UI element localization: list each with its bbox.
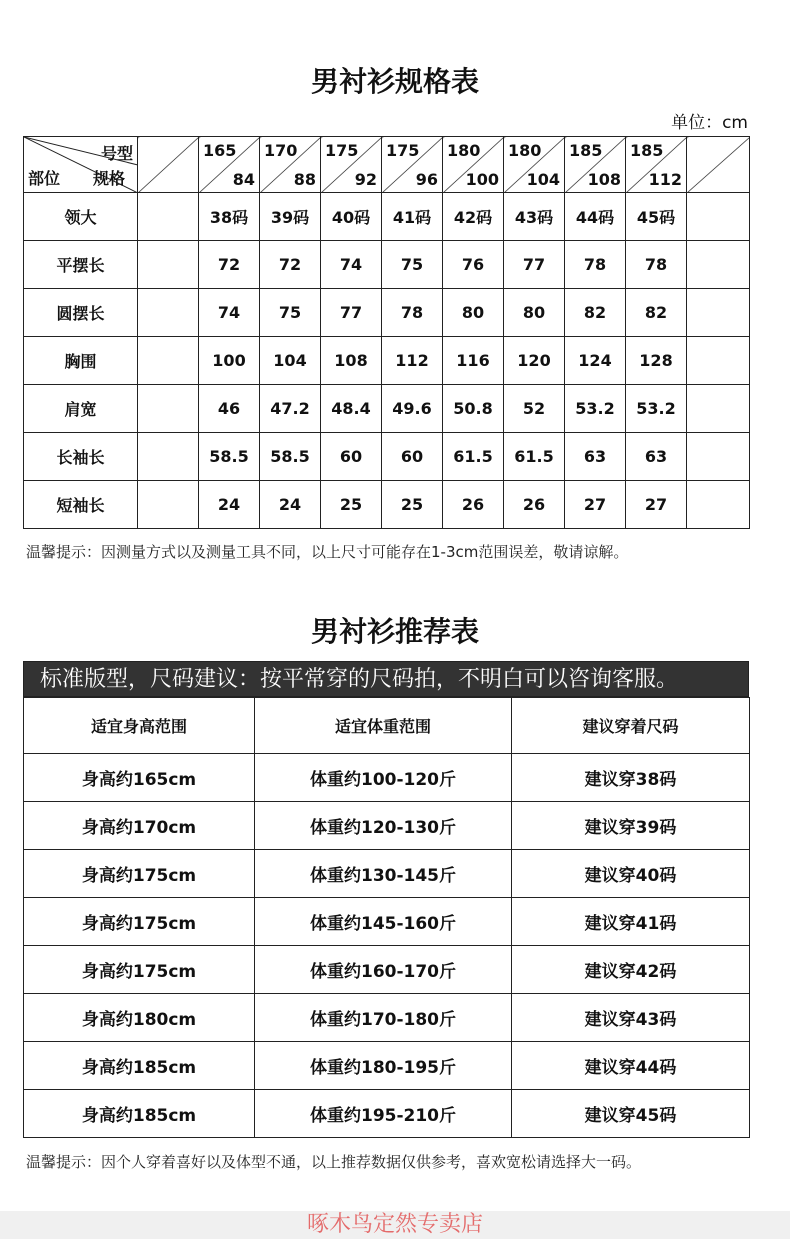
table-cell: 体重约160-170斤 <box>255 946 512 994</box>
table-cell: 77 <box>321 289 382 337</box>
empty-cell <box>687 337 750 385</box>
table-cell: 25 <box>382 481 443 529</box>
table-cell: 42码 <box>443 193 504 241</box>
empty-cell <box>687 385 750 433</box>
table-cell: 77 <box>504 241 565 289</box>
size-table-title: 男衬衫规格表 <box>310 65 479 98</box>
table-cell: 78 <box>565 241 626 289</box>
table-cell: 体重约100-120斤 <box>255 754 512 802</box>
empty-cell <box>687 481 750 529</box>
table-cell: 60 <box>321 433 382 481</box>
table-cell: 身高约185cm <box>24 1042 255 1090</box>
chest-label: 92 <box>354 170 377 189</box>
empty-diagonal-cell <box>687 137 750 193</box>
table-cell: 78 <box>626 241 687 289</box>
chest-label: 108 <box>587 170 621 189</box>
height-label: 165 <box>203 141 237 160</box>
table-cell: 63 <box>565 433 626 481</box>
table-row <box>24 898 750 946</box>
table-cell: 体重约120-130斤 <box>255 802 512 850</box>
table-cell: 124 <box>565 337 626 385</box>
chest-label: 100 <box>465 170 499 189</box>
table-cell: 45码 <box>626 193 687 241</box>
table-row <box>24 802 750 850</box>
table-cell: 建议穿45码 <box>512 1090 750 1138</box>
table-cell: 100 <box>199 337 260 385</box>
table-cell: 80 <box>504 289 565 337</box>
table-cell: 41码 <box>382 193 443 241</box>
table-cell: 身高约175cm <box>24 898 255 946</box>
corner-header-cell <box>24 137 138 193</box>
table-cell: 27 <box>565 481 626 529</box>
empty-cell <box>138 385 199 433</box>
table-cell: 49.6 <box>382 385 443 433</box>
table-cell: 72 <box>199 241 260 289</box>
table-row <box>24 481 750 529</box>
row-label: 肩宽 <box>24 385 138 433</box>
rec-header-row <box>24 698 750 754</box>
table-cell: 75 <box>260 289 321 337</box>
table-cell: 身高约170cm <box>24 802 255 850</box>
table-cell: 身高约175cm <box>24 850 255 898</box>
corner-label-part: 部位 <box>28 169 61 188</box>
table-cell: 43码 <box>504 193 565 241</box>
table-cell: 82 <box>565 289 626 337</box>
table-cell: 61.5 <box>443 433 504 481</box>
table-cell: 58.5 <box>199 433 260 481</box>
table-cell: 体重约195-210斤 <box>255 1090 512 1138</box>
height-label: 185 <box>569 141 603 160</box>
table-cell: 建议穿39码 <box>512 802 750 850</box>
chest-label: 84 <box>232 170 255 189</box>
height-label: 175 <box>386 141 420 160</box>
table-cell: 128 <box>626 337 687 385</box>
empty-cell <box>138 337 199 385</box>
height-label: 180 <box>508 141 542 160</box>
height-label: 175 <box>325 141 359 160</box>
height-label: 170 <box>264 141 298 160</box>
table-cell: 58.5 <box>260 433 321 481</box>
table-row <box>24 850 750 898</box>
table-cell: 112 <box>382 337 443 385</box>
table-cell: 体重约145-160斤 <box>255 898 512 946</box>
table-row <box>24 337 750 385</box>
table-cell: 120 <box>504 337 565 385</box>
row-label: 短袖长 <box>24 481 138 529</box>
empty-cell <box>687 289 750 337</box>
table-cell: 建议穿38码 <box>512 754 750 802</box>
table-cell: 76 <box>443 241 504 289</box>
corner-label-spec: 规格 <box>92 169 125 188</box>
table-row <box>24 994 750 1042</box>
table-cell: 40码 <box>321 193 382 241</box>
size-column-header <box>565 137 626 193</box>
size-column-header <box>443 137 504 193</box>
empty-cell <box>138 433 199 481</box>
table-cell: 104 <box>260 337 321 385</box>
table-row <box>24 193 750 241</box>
empty-cell <box>687 193 750 241</box>
shop-watermark: 啄木鸟定然专卖店 <box>0 1211 790 1239</box>
table-cell: 74 <box>199 289 260 337</box>
chest-label: 112 <box>648 170 682 189</box>
table-cell: 身高约180cm <box>24 994 255 1042</box>
size-column-header <box>199 137 260 193</box>
table-row <box>24 289 750 337</box>
table-cell: 75 <box>382 241 443 289</box>
table-cell: 24 <box>199 481 260 529</box>
table-cell: 61.5 <box>504 433 565 481</box>
table-cell: 80 <box>443 289 504 337</box>
chest-label: 96 <box>415 170 438 189</box>
size-column-header <box>321 137 382 193</box>
chest-label: 104 <box>526 170 560 189</box>
table-cell: 47.2 <box>260 385 321 433</box>
table-row <box>24 1042 750 1090</box>
table-row <box>24 385 750 433</box>
rec-table-note: 温馨提示：因个人穿着喜好以及体型不通，以上推荐数据仅供参考，喜欢宽松请选择大一码。 <box>26 1153 642 1171</box>
table-cell: 44码 <box>565 193 626 241</box>
size-table-note: 温馨提示：因测量方式以及测量工具不同，以上尺寸可能存在1-3cm范围误差，敬请谅解。 <box>26 543 629 561</box>
table-cell: 60 <box>382 433 443 481</box>
empty-cell <box>687 241 750 289</box>
table-cell: 46 <box>199 385 260 433</box>
height-label: 185 <box>630 141 664 160</box>
table-cell: 78 <box>382 289 443 337</box>
table-cell: 116 <box>443 337 504 385</box>
table-cell: 63 <box>626 433 687 481</box>
table-cell: 体重约180-195斤 <box>255 1042 512 1090</box>
size-column-header <box>626 137 687 193</box>
table-cell: 74 <box>321 241 382 289</box>
table-cell: 体重约130-145斤 <box>255 850 512 898</box>
table-row <box>24 946 750 994</box>
row-label: 领大 <box>24 193 138 241</box>
size-column-header <box>504 137 565 193</box>
row-label: 胸围 <box>24 337 138 385</box>
chest-label: 88 <box>293 170 316 189</box>
table-cell: 25 <box>321 481 382 529</box>
table-cell: 建议穿44码 <box>512 1042 750 1090</box>
column-header: 适宜身高范围 <box>24 698 255 754</box>
table-cell: 53.2 <box>626 385 687 433</box>
table-cell: 26 <box>443 481 504 529</box>
table-row <box>24 754 750 802</box>
unit-label: 单位：cm <box>671 113 748 133</box>
empty-cell <box>687 433 750 481</box>
table-row <box>24 241 750 289</box>
empty-diagonal-cell <box>138 137 199 193</box>
empty-cell <box>138 241 199 289</box>
table-cell: 72 <box>260 241 321 289</box>
empty-cell <box>138 289 199 337</box>
table-cell: 50.8 <box>443 385 504 433</box>
empty-cell <box>138 193 199 241</box>
rec-table-title: 男衬衫推荐表 <box>310 615 479 648</box>
table-cell: 53.2 <box>565 385 626 433</box>
table-cell: 体重约170-180斤 <box>255 994 512 1042</box>
table-cell: 身高约185cm <box>24 1090 255 1138</box>
table-cell: 身高约165cm <box>24 754 255 802</box>
rec-banner: 标准版型，尺码建议：按平常穿的尺码拍，不明白可以咨询客服。 <box>23 661 749 697</box>
table-cell: 建议穿41码 <box>512 898 750 946</box>
size-spec-table <box>23 136 750 529</box>
table-cell: 52 <box>504 385 565 433</box>
table-row <box>24 433 750 481</box>
height-label: 180 <box>447 141 481 160</box>
table-cell: 身高约175cm <box>24 946 255 994</box>
table-cell: 24 <box>260 481 321 529</box>
size-column-header <box>382 137 443 193</box>
table-cell: 建议穿43码 <box>512 994 750 1042</box>
empty-cell <box>138 481 199 529</box>
table-cell: 48.4 <box>321 385 382 433</box>
row-label: 圆摆长 <box>24 289 138 337</box>
corner-label-model: 号型 <box>100 144 133 163</box>
table-cell: 39码 <box>260 193 321 241</box>
column-header: 建议穿着尺码 <box>512 698 750 754</box>
row-label: 长袖长 <box>24 433 138 481</box>
table-row <box>24 1090 750 1138</box>
table-cell: 26 <box>504 481 565 529</box>
size-table-header-row <box>24 137 750 193</box>
table-cell: 建议穿40码 <box>512 850 750 898</box>
size-column-header <box>260 137 321 193</box>
row-label: 平摆长 <box>24 241 138 289</box>
table-cell: 建议穿42码 <box>512 946 750 994</box>
table-cell: 108 <box>321 337 382 385</box>
column-header: 适宜体重范围 <box>255 698 512 754</box>
table-cell: 82 <box>626 289 687 337</box>
table-cell: 38码 <box>199 193 260 241</box>
table-cell: 27 <box>626 481 687 529</box>
recommendation-table <box>23 697 750 1138</box>
